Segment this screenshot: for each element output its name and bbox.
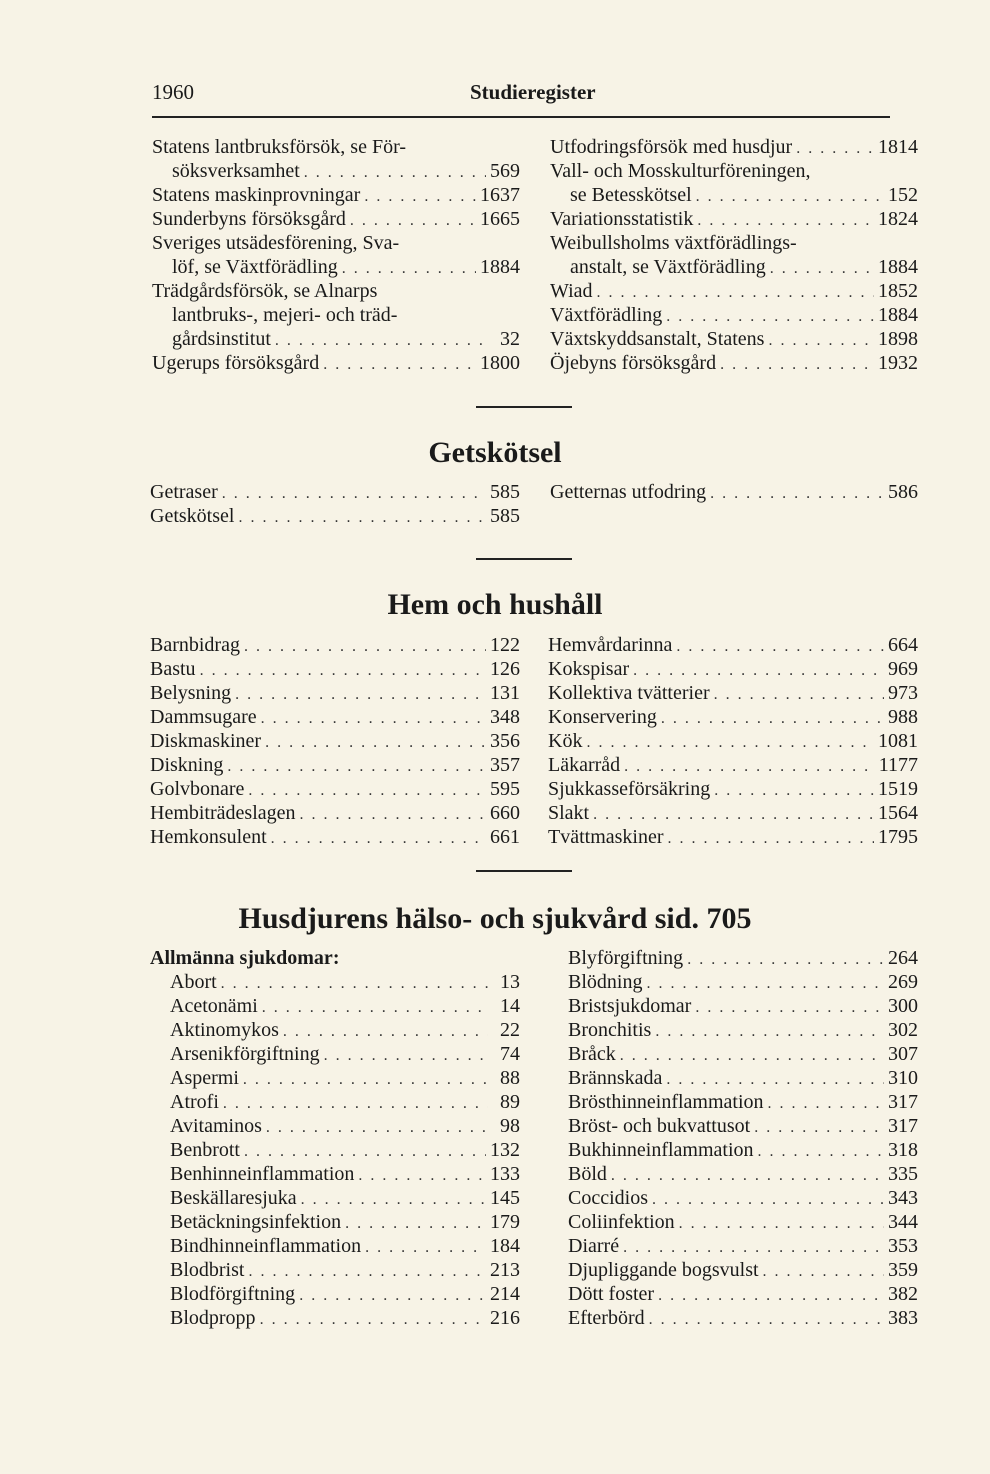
entry-term: Bronchitis [568,1019,652,1041]
dot-leader [304,161,486,185]
entry-page: 335 [888,1163,918,1185]
entry-term: Hembiträdeslagen [150,802,296,824]
index-entry [150,657,520,681]
entry-page: 88 [500,1067,520,1089]
dot-leader [768,1092,884,1116]
index-entry-line: Statens lantbruksförsök, se För- [152,136,407,158]
entry-page: 661 [490,826,520,848]
entry-page: 13 [500,971,520,993]
dot-leader [679,1212,884,1236]
index-entry [550,183,918,207]
page-number: 1960 [152,80,194,104]
index-entry [568,1282,918,1306]
running-title: Studieregister [470,80,596,104]
index-entry [568,970,918,994]
index-entry [550,351,918,375]
entry-term: Djupliggande bogsvulst [568,1259,759,1281]
dot-leader [768,329,874,353]
index-entry [152,183,520,207]
dot-leader [283,1020,488,1044]
entry-page: 318 [888,1139,918,1161]
index-entry [170,1234,520,1258]
entry-page: 595 [490,778,520,800]
index-entry [548,801,918,825]
dot-leader [652,1188,884,1212]
dot-leader [696,185,884,209]
dot-leader [611,1164,884,1188]
index-entry [170,970,520,994]
entry-page: 216 [490,1307,520,1329]
entry-page: 1824 [878,208,918,230]
entry-term: Barnbidrag [150,634,240,656]
index-entry [170,1210,520,1234]
entry-page: 152 [888,184,918,206]
dot-leader [758,1140,884,1164]
entry-term: Beskällaresjuka [170,1187,297,1209]
index-column-left [150,480,520,528]
entry-page: 310 [888,1067,918,1089]
entry-page: 145 [490,1187,520,1209]
index-entry [548,681,918,705]
entry-page: 131 [490,682,520,704]
entry-page: 14 [500,995,520,1017]
index-entry [550,255,918,279]
entry-page: 1898 [878,328,918,350]
entry-term: Wiad [550,280,593,302]
index-entry [550,207,918,231]
entry-term: Bastu [150,658,196,680]
index-entry [550,279,918,303]
index-column-left [152,135,520,375]
index-entry [548,777,918,801]
entry-term: Atrofi [170,1091,219,1113]
dot-leader [714,683,884,707]
index-entry [170,1066,520,1090]
index-entry [170,1162,520,1186]
entry-term: Diarré [568,1235,620,1257]
index-entry [170,1042,520,1066]
dot-leader [342,257,476,281]
entry-term: Getternas utfodring [550,481,707,503]
dot-leader [646,972,884,996]
index-entry [152,351,520,375]
entry-term: Betäckningsinfektion [170,1211,342,1233]
dot-leader [262,996,488,1020]
index-column-right [568,946,918,1330]
dot-leader [770,257,874,281]
dot-leader [597,281,874,305]
entry-page: 343 [888,1187,918,1209]
entry-page: 969 [888,658,918,680]
entry-term: Blödning [568,971,643,993]
dot-leader [200,659,486,683]
entry-term: Växtskyddsanstalt, Statens [550,328,765,350]
entry-page: 988 [888,706,918,728]
index-entry-line: Weibullsholms växtförädlings- [550,232,797,254]
entry-term: Blodförgiftning [170,1283,296,1305]
entry-term: Benhinneinflammation [170,1163,355,1185]
entry-page: 1884 [878,304,918,326]
dot-leader [710,482,884,506]
dot-leader [271,827,486,851]
entry-term: Tvättmaskiner [548,826,664,848]
index-entry [150,753,520,777]
index-entry [150,825,520,849]
entry-page: 348 [490,706,520,728]
entry-page: 569 [490,160,520,182]
entry-page: 89 [500,1091,520,1113]
entry-term: Bråck [568,1043,616,1065]
index-entry [548,633,918,657]
entry-page: 132 [490,1139,520,1161]
index-entry [170,1306,520,1330]
dot-leader [358,1164,486,1188]
dot-leader [223,1092,488,1116]
entry-page: 1932 [878,352,918,374]
entry-term: Sunderbyns försöksgård [152,208,346,230]
index-column-left [150,946,520,1330]
dot-leader [668,827,874,851]
entry-term: Brännskada [568,1067,663,1089]
entry-page: 660 [490,802,520,824]
entry-term: anstalt, se Växtförädling [570,256,766,278]
entry-term: Avitaminos [170,1115,262,1137]
entry-page: 1795 [878,826,918,848]
entry-term: Hemkonsulent [150,826,267,848]
entry-term: Variationsstatistik [550,208,694,230]
entry-term: Statens maskinprovningar [152,184,361,206]
index-entry [170,1258,520,1282]
index-column-right [550,480,918,504]
entry-term: Böld [568,1163,607,1185]
entry-page: 585 [490,481,520,503]
subheading: Allmänna sjukdomar: [150,947,340,969]
index-entry [150,480,520,504]
index-entry [568,1114,918,1138]
dot-leader [720,353,874,377]
dot-leader [323,353,476,377]
dot-leader [593,803,874,827]
index-entry [152,327,520,351]
entry-term: Hemvårdarinna [548,634,673,656]
entry-term: Abort [170,971,217,993]
entry-term: Getskötsel [150,505,235,527]
dot-leader [666,305,874,329]
entry-page: 1884 [480,256,520,278]
index-entry [170,1114,520,1138]
dot-leader [238,506,486,530]
index-entry [568,1210,918,1234]
entry-term: se Betesskötsel [570,184,692,206]
index-column-right [550,135,918,375]
entry-term: Getraser [150,481,218,503]
entry-term: söksverksamhet [172,160,300,182]
dot-leader [364,185,476,209]
entry-page: 1814 [878,136,918,158]
dot-leader [222,482,486,506]
dot-leader [649,1308,884,1332]
dot-leader [586,731,874,755]
index-entry [150,729,520,753]
index-entry [170,1282,520,1306]
index-entry [568,1258,918,1282]
index-entry [150,777,520,801]
dot-leader [714,779,874,803]
entry-term: Dammsugare [150,706,257,728]
entry-term: Växtförädling [550,304,663,326]
index-entry [548,753,918,777]
entry-term: Belysning [150,682,232,704]
index-entry [150,504,520,528]
dot-leader [261,707,486,731]
index-entry [152,207,520,231]
entry-page: 973 [888,682,918,704]
dot-leader [244,1140,486,1164]
entry-term: Blodpropp [170,1307,256,1329]
index-entry [170,994,520,1018]
index-entry [568,946,918,970]
entry-term: Acetonämi [170,995,258,1017]
index-entry [550,135,918,159]
index-entry [170,1138,520,1162]
section-title-husdjurens-halso: Husdjurens hälso- och sjukvård sid. 705 [238,902,752,935]
entry-page: 179 [490,1211,520,1233]
index-entry [568,1066,918,1090]
dot-leader [655,1020,884,1044]
entry-term: Kök [548,730,583,752]
dot-leader [299,1284,486,1308]
entry-term: Aspermi [170,1067,239,1089]
entry-page: 357 [490,754,520,776]
entry-page: 317 [888,1091,918,1113]
entry-page: 1081 [878,730,918,752]
dot-leader [221,972,488,996]
dot-leader [695,996,884,1020]
dot-leader [623,1236,884,1260]
index-entry [170,1186,520,1210]
entry-term: Kokspisar [548,658,630,680]
entry-term: Öjebyns försöksgård [550,352,717,374]
dot-leader [697,209,874,233]
index-entry-line: Vall- och Mosskulturföreningen, [550,160,811,182]
entry-page: 1665 [480,208,520,230]
entry-page: 214 [490,1283,520,1305]
dot-leader [248,1260,486,1284]
entry-term: Diskning [150,754,224,776]
index-entry [568,1018,918,1042]
dot-leader [796,137,874,161]
entry-page: 382 [888,1283,918,1305]
index-entry [568,1138,918,1162]
entry-term: Blyförgiftning [568,947,684,969]
entry-page: 356 [490,730,520,752]
entry-page: 133 [490,1163,520,1185]
entry-term: Kollektiva tvätterier [548,682,710,704]
dot-leader [235,683,486,707]
index-entry [550,303,918,327]
entry-term: Coccidios [568,1187,648,1209]
page-header [152,80,890,110]
entry-page: 264 [888,947,918,969]
entry-term: Aktinomykos [170,1019,279,1041]
entry-term: Coliinfektion [568,1211,675,1233]
section-title-getskotsel: Getskötsel [428,436,562,469]
index-column-left [150,633,520,849]
entry-page: 307 [888,1043,918,1065]
index-entry [568,1234,918,1258]
entry-page: 1519 [878,778,918,800]
dot-leader [244,635,486,659]
index-entry [548,729,918,753]
index-entry [548,705,918,729]
entry-term: Arsenikförgiftning [170,1043,320,1065]
dot-leader [754,1116,884,1140]
entry-term: Ugerups försöksgård [152,352,320,374]
index-entry-line: Trädgårdsförsök, se Alnarps [152,280,378,302]
index-entry [568,1186,918,1210]
dot-leader [266,1116,488,1140]
entry-page: 1800 [480,352,520,374]
entry-term: Dött foster [568,1283,655,1305]
entry-page: 22 [500,1019,520,1041]
index-entry-line: Sveriges utsädesförening, Sva- [152,232,400,254]
section-divider [476,558,572,560]
dot-leader [365,1236,486,1260]
entry-page: 126 [490,658,520,680]
dot-leader [763,1260,884,1284]
dot-leader [658,1284,884,1308]
index-entry [150,681,520,705]
entry-term: löf, se Växtförädling [172,256,338,278]
entry-page: 1884 [878,256,918,278]
dot-leader [260,1308,486,1332]
entry-page: 664 [888,634,918,656]
index-entry [170,1018,520,1042]
entry-page: 98 [500,1115,520,1137]
index-entry [170,1090,520,1114]
entry-term: Brösthinneinflammation [568,1091,764,1113]
entry-page: 383 [888,1307,918,1329]
entry-term: Utfodringsförsök med husdjur [550,136,793,158]
index-entry [550,480,918,504]
index-entry [568,1306,918,1330]
index-entry [150,705,520,729]
entry-page: 353 [888,1235,918,1257]
index-entry [548,825,918,849]
index-column-right [548,633,918,849]
dot-leader [687,948,884,972]
entry-page: 1564 [878,802,918,824]
entry-page: 74 [500,1043,520,1065]
entry-term: Efterbörd [568,1307,645,1329]
entry-page: 1637 [480,184,520,206]
dot-leader [345,1212,486,1236]
section-title-hem-och-hushall: Hem och hushåll [387,588,603,621]
dot-leader [633,659,884,683]
entry-term: Blodbrist [170,1259,245,1281]
dot-leader [227,755,486,779]
entry-page: 302 [888,1019,918,1041]
dot-leader [661,707,884,731]
section-divider [476,870,572,872]
entry-term: Konservering [548,706,657,728]
entry-term: Bukhinneinflammation [568,1139,754,1161]
entry-page: 317 [888,1115,918,1137]
index-entry [548,657,918,681]
dot-leader [666,1068,884,1092]
dot-leader [248,779,486,803]
entry-term: gårdsinstitut [172,328,271,350]
dot-leader [624,755,875,779]
entry-term: Bindhinneinflammation [170,1235,362,1257]
index-entry [550,327,918,351]
entry-page: 300 [888,995,918,1017]
entry-term: Bröst- och bukvattusot [568,1115,751,1137]
dot-leader [350,209,476,233]
entry-term: Slakt [548,802,590,824]
entry-term: Bristsjukdomar [568,995,692,1017]
entry-page: 586 [888,481,918,503]
entry-term: Golvbonare [150,778,245,800]
index-entry [568,994,918,1018]
entry-page: 344 [888,1211,918,1233]
entry-page: 1177 [878,754,918,776]
index-entry [152,159,520,183]
entry-term: Sjukkasseförsäkring [548,778,711,800]
entry-term: Benbrott [170,1139,240,1161]
dot-leader [324,1044,488,1068]
section-divider [476,406,572,408]
index-entry [568,1042,918,1066]
entry-page: 32 [500,328,520,350]
dot-leader [265,731,486,755]
entry-page: 184 [490,1235,520,1257]
header-rule [152,116,890,118]
entry-page: 213 [490,1259,520,1281]
index-entry-line: lantbruks-, mejeri- och träd- [172,304,398,326]
entry-page: 585 [490,505,520,527]
dot-leader [275,329,488,353]
index-entry [150,633,520,657]
entry-page: 359 [888,1259,918,1281]
index-entry [150,801,520,825]
index-entry [568,1090,918,1114]
entry-term: Läkarråd [548,754,621,776]
dot-leader [676,635,884,659]
dot-leader [300,803,487,827]
dot-leader [301,1188,486,1212]
entry-page: 122 [490,634,520,656]
index-entry [568,1162,918,1186]
dot-leader [243,1068,488,1092]
entry-page: 1852 [878,280,918,302]
index-entry [152,255,520,279]
entry-term: Diskmaskiner [150,730,262,752]
dot-leader [620,1044,884,1068]
entry-page: 269 [888,971,918,993]
